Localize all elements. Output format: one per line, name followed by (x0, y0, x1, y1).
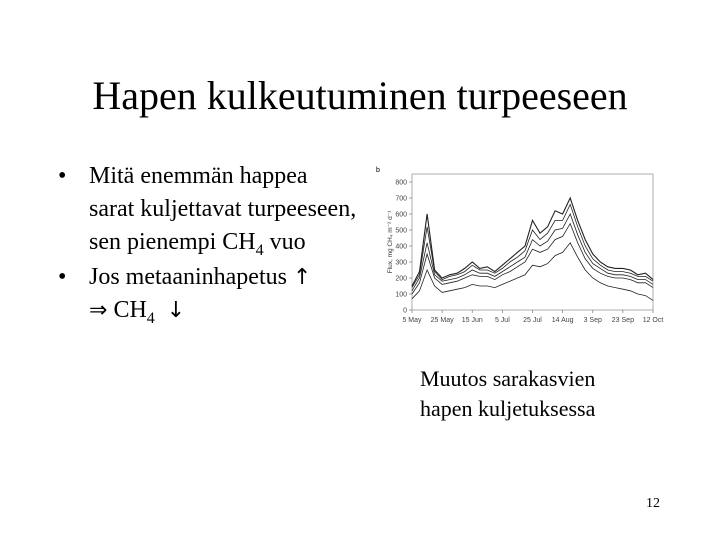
y-tick-label: 600 (395, 211, 407, 219)
y-tick-label: 400 (395, 243, 407, 251)
chart-caption (420, 364, 595, 424)
subscript: 4 (146, 310, 155, 327)
x-tick-label: 25 May (430, 317, 454, 324)
page-number: 12 (646, 496, 660, 511)
y-tick-label: 500 (395, 227, 407, 235)
x-tick-label: 5 Jul (494, 317, 510, 324)
bullet-item (58, 261, 358, 329)
bullet-text: Jos metaaninhapetus (89, 264, 293, 290)
x-tick-label: 25 Jul (523, 317, 542, 324)
x-tick-label: 23 Sep (611, 317, 634, 324)
down-arrow-icon: ↓ (166, 298, 186, 323)
caption-line: hapen kuljetuksessa (420, 396, 596, 421)
bullet-text-ch: CH (107, 297, 147, 323)
x-tick-label: 15 Jun (461, 317, 483, 324)
bullet-text-tail: vuo (263, 229, 306, 255)
y-axis-label: Flux, mg CH₄ m⁻² d⁻¹ (387, 210, 394, 274)
slide-title: Hapen kulkeutuminen turpeeseen (92, 73, 628, 118)
y-tick-label: 300 (395, 259, 407, 267)
x-tick-label: 3 Sep (583, 317, 602, 324)
implies-icon: ⇒ (89, 298, 108, 323)
series-line (412, 224, 653, 294)
bullet-dot: • (58, 264, 67, 290)
bullet-item (58, 160, 358, 261)
series-line (412, 198, 653, 286)
plot-frame (412, 174, 653, 310)
bullet-dot: • (58, 163, 67, 189)
x-tick-label: 5 May (402, 317, 422, 324)
y-tick-label: 200 (395, 275, 407, 283)
up-arrow-icon: ↑ (292, 265, 312, 290)
x-tick-label: 12 Oct (642, 317, 664, 324)
caption-line: Muutos sarakasvien (420, 366, 596, 391)
y-tick-label: 700 (395, 195, 407, 203)
subscript: 4 (255, 242, 264, 259)
bullet-text: Mitä enemmän happea sarat kuljettavat turpeeseen, sen pienempi CH (89, 163, 357, 255)
methane-flux-chart (370, 160, 664, 330)
panel-label: b (376, 167, 380, 174)
y-tick-label: 100 (395, 291, 407, 299)
series-line (412, 214, 653, 291)
bullet-list (58, 160, 358, 329)
y-tick-label: 0 (403, 307, 407, 315)
x-tick-label: 14 Aug (551, 317, 574, 324)
y-tick-label: 800 (395, 179, 407, 187)
